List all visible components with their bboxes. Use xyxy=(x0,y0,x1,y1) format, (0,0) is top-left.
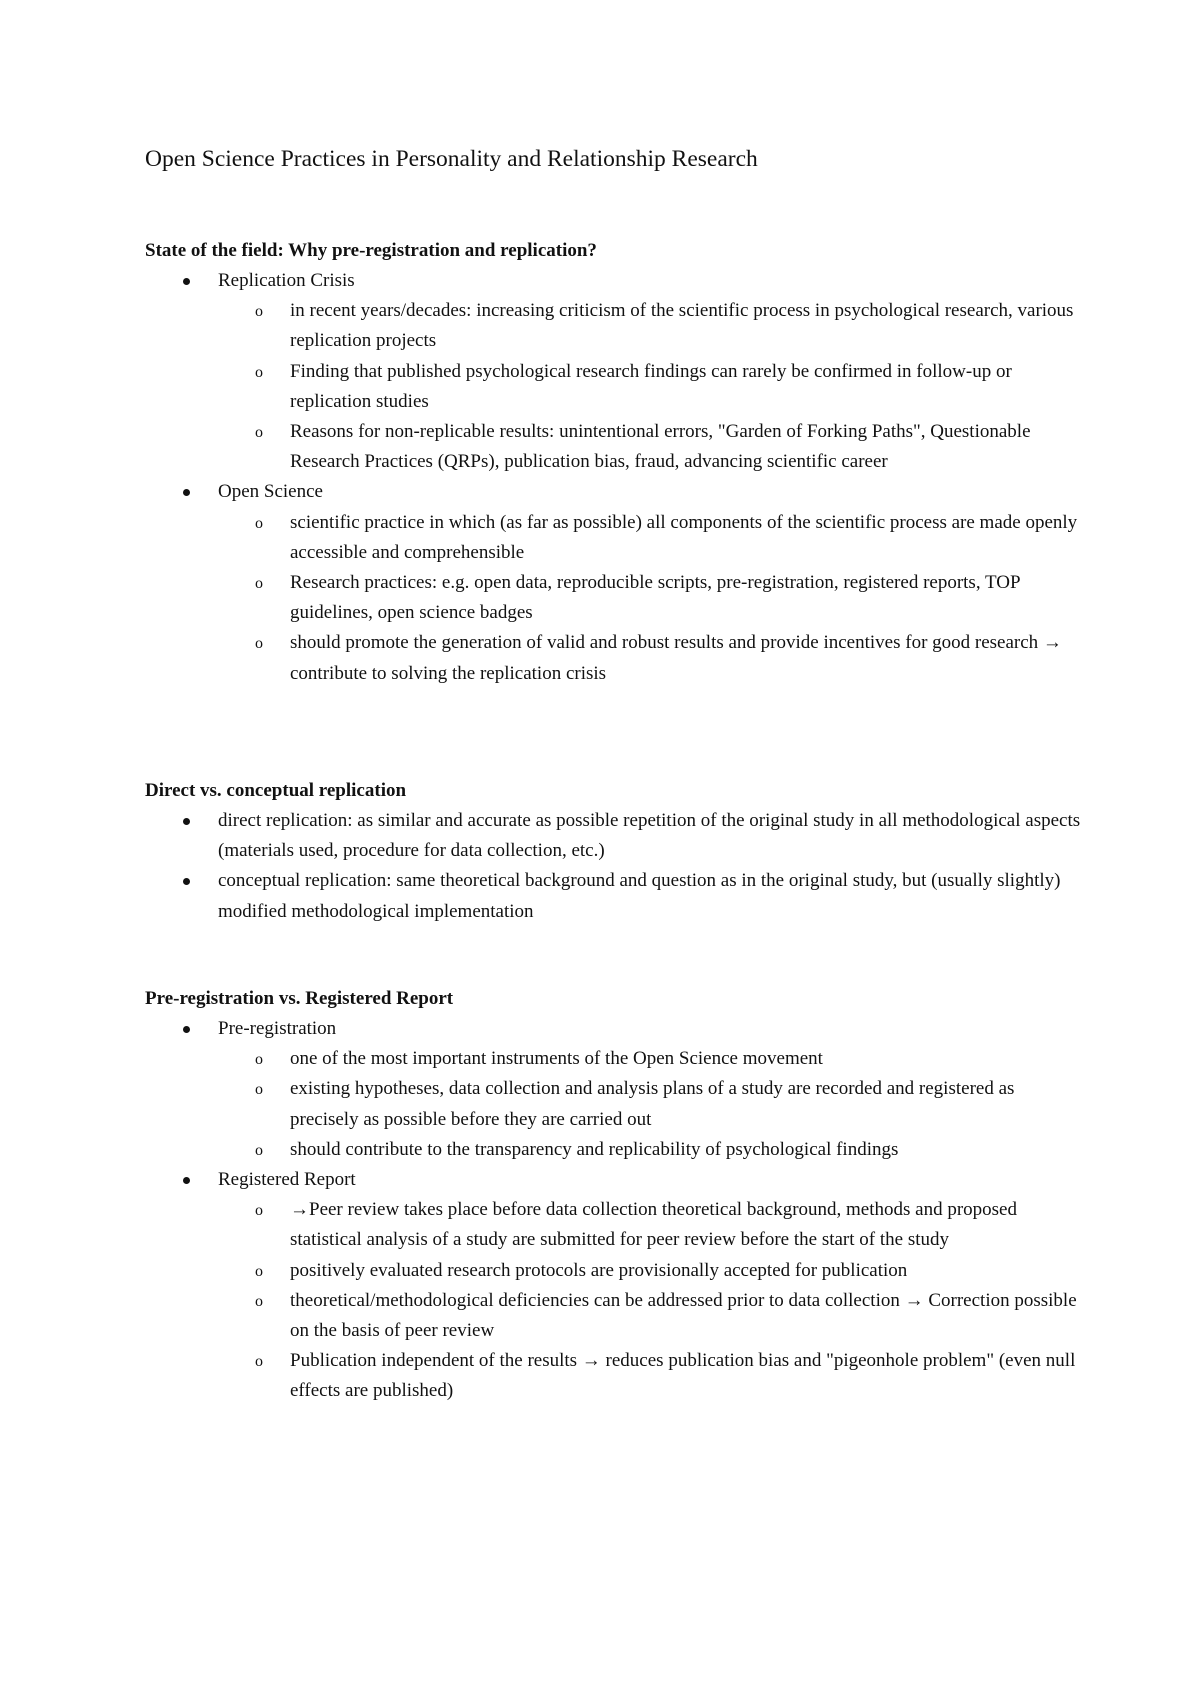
bullet-text: Replication Crisis xyxy=(218,270,355,291)
sub-item xyxy=(145,357,1085,417)
bullet-item xyxy=(145,1165,1085,1407)
sub-marker-icon: o xyxy=(255,303,263,321)
sub-marker-icon: o xyxy=(255,1202,263,1220)
sub-item xyxy=(145,296,1085,356)
sub-text: should promote the generation of valid and robust results and provide incentives for good research → contribute to solving the replication crisis xyxy=(290,632,1062,684)
section-heading: Direct vs. conceptual replication xyxy=(145,780,407,801)
bullet-item xyxy=(145,477,1085,688)
sub-item xyxy=(145,508,1085,568)
bullet-dot-icon xyxy=(183,1026,190,1033)
sub-item xyxy=(145,628,1085,688)
sub-item xyxy=(145,1195,1085,1255)
sub-marker-icon: o xyxy=(255,1051,263,1069)
section-direct-vs-conceptual xyxy=(145,776,1085,927)
sub-text: one of the most important instruments of the Open Science movement xyxy=(290,1048,823,1070)
sub-item xyxy=(145,1074,1085,1134)
section-heading: Pre-registration vs. Registered Report xyxy=(145,988,454,1009)
sub-text: in recent years/decades: increasing criticism of the scientific process in psychological research, various replication projects xyxy=(290,300,1074,352)
document-title: Open Science Practices in Personality and Relationship Research xyxy=(145,146,758,172)
sub-item xyxy=(145,1286,1085,1346)
sub-marker-icon: o xyxy=(255,424,263,442)
bullet-list xyxy=(145,806,1085,927)
section-heading: State of the field: Why pre-registration and replication? xyxy=(145,240,597,261)
bullet-dot-icon xyxy=(183,878,190,885)
sub-text: Research practices: e.g. open data, reproducible scripts, pre-registration, registered reports, TOP guidelines, open science badges xyxy=(290,572,1020,624)
sub-item xyxy=(145,1044,1085,1074)
sub-marker-icon: o xyxy=(255,1081,263,1099)
sub-marker-icon: o xyxy=(255,1141,263,1159)
sub-marker-icon: o xyxy=(255,1353,263,1371)
sub-list xyxy=(218,508,1085,689)
sub-text: existing hypotheses, data collection and analysis plans of a study are recorded and registered as precisely as possible before they are carried out xyxy=(290,1078,1015,1130)
bullet-item xyxy=(145,1014,1085,1165)
sub-text: positively evaluated research protocols are provisionally accepted for publication xyxy=(290,1259,908,1281)
sub-text: Publication independent of the results → reduces publication bias and "pigeonhole problem" (even null effects are published) xyxy=(290,1350,1076,1402)
bullet-dot-icon xyxy=(183,1177,190,1184)
bullet-item xyxy=(145,806,1085,866)
bullet-text: direct replication: as similar and accurate as possible repetition of the original study in all methodological aspects (materials used, procedure for data collection, etc.) xyxy=(218,810,1081,862)
sub-list xyxy=(218,296,1085,477)
bullet-text: Open Science xyxy=(218,481,323,503)
sub-list xyxy=(218,1044,1085,1165)
section-preregistration-vs-registered-report xyxy=(145,984,1085,1407)
sub-text: →Peer review takes place before data collection theoretical background, methods and proposed statistical analysis of a study are submitted for peer review before the start of the study xyxy=(290,1199,1017,1251)
bullet-text: Registered Report xyxy=(218,1169,356,1191)
bullet-list xyxy=(145,266,1085,689)
bullet-item xyxy=(145,866,1085,926)
sub-item xyxy=(145,568,1085,628)
bullet-item xyxy=(145,266,1085,477)
sub-marker-icon: o xyxy=(255,1292,263,1310)
bullet-list xyxy=(145,1014,1085,1407)
sub-item xyxy=(145,417,1085,477)
bullet-text: Pre-registration xyxy=(218,1018,337,1039)
sub-marker-icon: o xyxy=(255,514,263,532)
bullet-dot-icon xyxy=(183,818,190,825)
sub-text: should contribute to the transparency and replicability of psychological findings xyxy=(290,1138,899,1160)
sub-item xyxy=(145,1256,1085,1286)
sub-text: scientific practice in which (as far as possible) all components of the scientific process are made openly accessible and comprehensible xyxy=(290,511,1078,563)
sub-marker-icon: o xyxy=(255,635,263,653)
bullet-text: conceptual replication: same theoretical background and question as in the original study, but (usually slightly) modified methodological implementation xyxy=(218,870,1061,922)
sub-text: Reasons for non-replicable results: unintentional errors, "Garden of Forking Paths", Questionable Research Practices (QRPs), publication bias, fraud, advancing scientific career xyxy=(290,421,1031,473)
bullet-dot-icon xyxy=(183,278,190,285)
sub-text: Finding that published psychological research findings can rarely be confirmed in follow-up or replication studies xyxy=(290,360,1012,412)
sub-text: theoretical/methodological deficiencies can be addressed prior to data collection → Correction possible on the basis of peer review xyxy=(290,1289,1077,1342)
sub-item xyxy=(145,1135,1085,1165)
section-state-of-field xyxy=(145,236,1085,689)
bullet-dot-icon xyxy=(183,489,190,496)
sub-marker-icon: o xyxy=(255,363,263,381)
sub-marker-icon: o xyxy=(255,1262,263,1280)
sub-marker-icon: o xyxy=(255,575,263,593)
sub-item xyxy=(145,1346,1085,1406)
sub-list xyxy=(218,1195,1085,1406)
